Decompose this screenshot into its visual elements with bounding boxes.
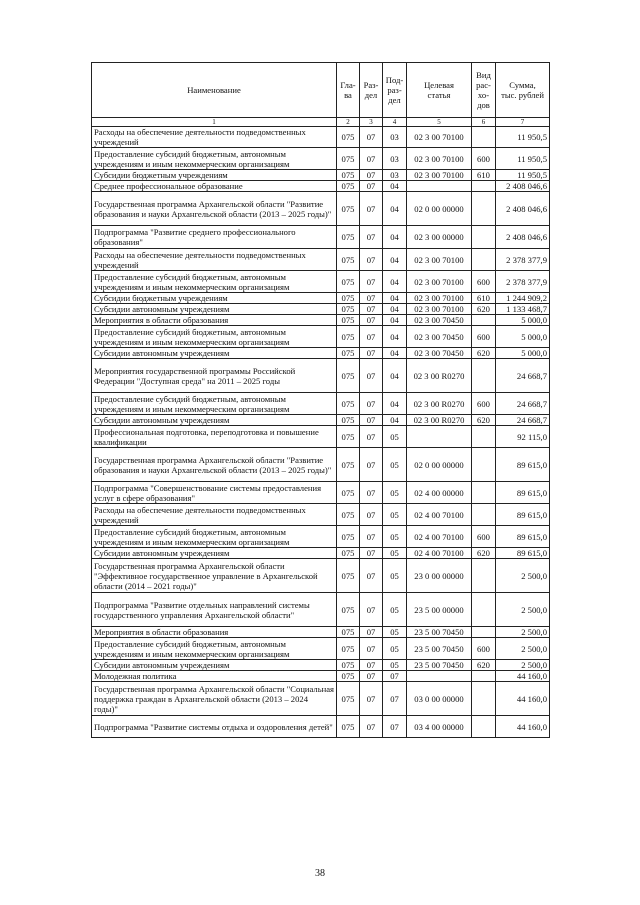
row-podrazdel: 03 — [383, 127, 407, 148]
row-sum: 44 160,0 — [496, 671, 550, 682]
row-vid — [472, 249, 496, 271]
row-target — [407, 426, 472, 448]
row-podrazdel: 04 — [383, 181, 407, 192]
table-row — [92, 304, 550, 315]
row-name: Предоставление субсидий бюджетным, автономным учреждениям и иным некоммерческим организациям — [92, 271, 337, 293]
row-name: Государственная программа Архангельской области "Развитие образования и науки Архангельской области (2013 – 2025 годы)" — [92, 448, 337, 482]
row-razdel: 07 — [360, 326, 383, 348]
header-target: Целевая статья — [407, 63, 472, 118]
row-vid: 600 — [472, 393, 496, 415]
table-row — [92, 170, 550, 181]
row-name: Субсидии автономным учреждениям — [92, 548, 337, 559]
row-sum: 24 668,7 — [496, 359, 550, 393]
row-razdel: 07 — [360, 482, 383, 504]
row-sum: 44 160,0 — [496, 716, 550, 738]
table-row — [92, 504, 550, 526]
row-vid: 600 — [472, 148, 496, 170]
table-row — [92, 526, 550, 548]
row-glava: 075 — [337, 315, 360, 326]
row-podrazdel: 05 — [383, 559, 407, 593]
table-row — [92, 181, 550, 192]
row-sum: 11 950,5 — [496, 170, 550, 181]
row-name: Молодежная политика — [92, 671, 337, 682]
row-glava: 075 — [337, 671, 360, 682]
table-row — [92, 226, 550, 249]
row-glava: 075 — [337, 627, 360, 638]
row-podrazdel: 04 — [383, 393, 407, 415]
column-number: 1 — [92, 118, 337, 127]
row-podrazdel: 04 — [383, 249, 407, 271]
row-vid — [472, 682, 496, 716]
row-sum: 92 115,0 — [496, 426, 550, 448]
row-sum: 24 668,7 — [496, 415, 550, 426]
table-row — [92, 359, 550, 393]
row-target: 02 3 00 70100 — [407, 304, 472, 315]
table-row — [92, 448, 550, 482]
row-name: Мероприятия в области образования — [92, 315, 337, 326]
table-row — [92, 293, 550, 304]
row-podrazdel: 05 — [383, 548, 407, 559]
table-row — [92, 348, 550, 359]
row-podrazdel: 04 — [383, 293, 407, 304]
row-razdel: 07 — [360, 192, 383, 226]
row-razdel: 07 — [360, 448, 383, 482]
row-target: 23 5 00 70450 — [407, 627, 472, 638]
row-sum: 2 408 046,6 — [496, 192, 550, 226]
header-sum: Сумма, тыс. рублей — [496, 63, 550, 118]
row-glava: 075 — [337, 293, 360, 304]
row-sum: 89 615,0 — [496, 526, 550, 548]
row-vid — [472, 593, 496, 627]
row-razdel: 07 — [360, 293, 383, 304]
header-name: Наименование — [92, 63, 337, 118]
row-razdel: 07 — [360, 682, 383, 716]
table-row — [92, 249, 550, 271]
row-glava: 075 — [337, 526, 360, 548]
table-row — [92, 426, 550, 448]
row-glava: 075 — [337, 682, 360, 716]
row-sum: 89 615,0 — [496, 482, 550, 504]
row-glava: 075 — [337, 448, 360, 482]
row-podrazdel: 03 — [383, 170, 407, 181]
row-name: Расходы на обеспечение деятельности подведомственных учреждений — [92, 504, 337, 526]
table-row — [92, 548, 550, 559]
row-target: 02 4 00 70100 — [407, 548, 472, 559]
row-sum: 2 500,0 — [496, 593, 550, 627]
row-glava: 075 — [337, 393, 360, 415]
row-sum: 1 244 909,2 — [496, 293, 550, 304]
row-name: Государственная программа Архангельской области "Развитие образования и науки Архангельской области (2013 – 2025 годы)" — [92, 192, 337, 226]
row-glava: 075 — [337, 192, 360, 226]
column-number: 4 — [383, 118, 407, 127]
row-sum: 2 500,0 — [496, 627, 550, 638]
row-glava: 075 — [337, 249, 360, 271]
row-razdel: 07 — [360, 359, 383, 393]
row-sum: 24 668,7 — [496, 393, 550, 415]
row-glava: 075 — [337, 127, 360, 148]
row-sum: 2 500,0 — [496, 638, 550, 660]
row-razdel: 07 — [360, 627, 383, 638]
row-sum: 2 500,0 — [496, 660, 550, 671]
table-row — [92, 326, 550, 348]
table-header-row — [92, 63, 550, 118]
row-vid — [472, 226, 496, 249]
row-target: 03 4 00 00000 — [407, 716, 472, 738]
row-target: 03 0 00 00000 — [407, 682, 472, 716]
table-row — [92, 415, 550, 426]
row-vid — [472, 716, 496, 738]
header-razdel: Раз- дел — [360, 63, 383, 118]
row-name: Предоставление субсидий бюджетным, автономным учреждениям и иным некоммерческим организациям — [92, 148, 337, 170]
row-sum: 89 615,0 — [496, 504, 550, 526]
row-podrazdel: 07 — [383, 671, 407, 682]
row-sum: 5 000,0 — [496, 348, 550, 359]
table-row — [92, 716, 550, 738]
row-podrazdel: 04 — [383, 348, 407, 359]
row-podrazdel: 03 — [383, 148, 407, 170]
row-name: Субсидии автономным учреждениям — [92, 304, 337, 315]
row-name: Подпрограмма "Совершенствование системы предоставления услуг в сфере образования" — [92, 482, 337, 504]
header-glava: Гла- ва — [337, 63, 360, 118]
row-podrazdel: 04 — [383, 226, 407, 249]
row-target: 02 0 00 00000 — [407, 192, 472, 226]
table-row — [92, 315, 550, 326]
row-glava: 075 — [337, 716, 360, 738]
row-glava: 075 — [337, 504, 360, 526]
row-glava: 075 — [337, 593, 360, 627]
row-target: 23 5 00 00000 — [407, 593, 472, 627]
row-glava: 075 — [337, 426, 360, 448]
row-sum: 89 615,0 — [496, 548, 550, 559]
row-target: 02 3 00 70100 — [407, 148, 472, 170]
row-sum: 1 133 468,7 — [496, 304, 550, 315]
budget-table — [91, 62, 550, 738]
row-name: Предоставление субсидий бюджетным, автономным учреждениям и иным некоммерческим организациям — [92, 326, 337, 348]
row-name: Субсидии бюджетным учреждениям — [92, 170, 337, 181]
row-name: Профессиональная подготовка, переподготовка и повышение квалификации — [92, 426, 337, 448]
column-number-row — [92, 118, 550, 127]
header-vid: Вид рас- хо- дов — [472, 63, 496, 118]
row-glava: 075 — [337, 660, 360, 671]
row-target: 02 0 00 00000 — [407, 448, 472, 482]
row-razdel: 07 — [360, 660, 383, 671]
row-podrazdel: 04 — [383, 315, 407, 326]
row-razdel: 07 — [360, 426, 383, 448]
row-glava: 075 — [337, 559, 360, 593]
row-razdel: 07 — [360, 181, 383, 192]
row-glava: 075 — [337, 359, 360, 393]
row-razdel: 07 — [360, 638, 383, 660]
row-vid — [472, 192, 496, 226]
row-sum: 2 378 377,9 — [496, 249, 550, 271]
row-vid: 600 — [472, 271, 496, 293]
row-target: 02 3 00 70100 — [407, 293, 472, 304]
row-name: Субсидии автономным учреждениям — [92, 660, 337, 671]
row-razdel: 07 — [360, 127, 383, 148]
row-razdel: 07 — [360, 504, 383, 526]
row-podrazdel: 05 — [383, 627, 407, 638]
row-target: 02 3 00 70450 — [407, 348, 472, 359]
row-glava: 075 — [337, 304, 360, 315]
table-row — [92, 192, 550, 226]
row-vid: 610 — [472, 293, 496, 304]
table-row — [92, 559, 550, 593]
row-vid — [472, 627, 496, 638]
row-razdel: 07 — [360, 226, 383, 249]
row-name: Среднее профессиональное образование — [92, 181, 337, 192]
table-row — [92, 593, 550, 627]
row-vid: 620 — [472, 548, 496, 559]
row-vid: 600 — [472, 326, 496, 348]
row-podrazdel: 04 — [383, 304, 407, 315]
row-vid — [472, 127, 496, 148]
row-podrazdel: 05 — [383, 660, 407, 671]
row-podrazdel: 04 — [383, 359, 407, 393]
row-razdel: 07 — [360, 271, 383, 293]
row-sum: 11 950,5 — [496, 148, 550, 170]
row-razdel: 07 — [360, 671, 383, 682]
row-podrazdel: 05 — [383, 448, 407, 482]
row-razdel: 07 — [360, 315, 383, 326]
row-sum: 2 500,0 — [496, 559, 550, 593]
row-vid — [472, 559, 496, 593]
column-number: 5 — [407, 118, 472, 127]
row-glava: 075 — [337, 482, 360, 504]
row-podrazdel: 07 — [383, 682, 407, 716]
row-razdel: 07 — [360, 249, 383, 271]
row-razdel: 07 — [360, 526, 383, 548]
column-number: 2 — [337, 118, 360, 127]
row-podrazdel: 04 — [383, 271, 407, 293]
row-glava: 075 — [337, 348, 360, 359]
row-vid: 620 — [472, 660, 496, 671]
row-name: Субсидии автономным учреждениям — [92, 415, 337, 426]
row-glava: 075 — [337, 638, 360, 660]
row-razdel: 07 — [360, 593, 383, 627]
row-vid — [472, 315, 496, 326]
row-sum: 2 378 377,9 — [496, 271, 550, 293]
table-row — [92, 148, 550, 170]
row-target: 02 3 00 70100 — [407, 170, 472, 181]
row-name: Субсидии автономным учреждениям — [92, 348, 337, 359]
row-name: Подпрограмма "Развитие отдельных направлений системы государственного управления Архангельской области" — [92, 593, 337, 627]
row-target: 02 3 00 R0270 — [407, 359, 472, 393]
row-sum: 5 000,0 — [496, 315, 550, 326]
table-row — [92, 393, 550, 415]
row-podrazdel: 04 — [383, 192, 407, 226]
row-target: 02 4 00 70100 — [407, 504, 472, 526]
header-podrazdel: Под- раз- дел — [383, 63, 407, 118]
row-glava: 075 — [337, 226, 360, 249]
row-vid — [472, 482, 496, 504]
row-name: Предоставление субсидий бюджетным, автономным учреждениям и иным некоммерческим организациям — [92, 393, 337, 415]
row-name: Предоставление субсидий бюджетным, автономным учреждениям и иным некоммерческим организациям — [92, 638, 337, 660]
row-glava: 075 — [337, 415, 360, 426]
row-razdel: 07 — [360, 415, 383, 426]
row-vid — [472, 671, 496, 682]
row-vid: 620 — [472, 304, 496, 315]
table-row — [92, 671, 550, 682]
row-glava: 075 — [337, 170, 360, 181]
column-number: 6 — [472, 118, 496, 127]
row-vid — [472, 359, 496, 393]
row-vid — [472, 426, 496, 448]
row-target: 23 5 00 70450 — [407, 638, 472, 660]
column-number: 3 — [360, 118, 383, 127]
page-number: 38 — [315, 868, 325, 879]
row-target: 02 3 00 R0270 — [407, 393, 472, 415]
row-sum: 89 615,0 — [496, 448, 550, 482]
table-row — [92, 127, 550, 148]
row-name: Государственная программа Архангельской области "Эффективное государственное управление в Архангельской области (2014 – 2021 годы)" — [92, 559, 337, 593]
row-podrazdel: 05 — [383, 482, 407, 504]
row-razdel: 07 — [360, 148, 383, 170]
row-glava: 075 — [337, 181, 360, 192]
row-vid: 620 — [472, 348, 496, 359]
table-body — [92, 127, 550, 738]
row-name: Предоставление субсидий бюджетным, автономным учреждениям и иным некоммерческим организациям — [92, 526, 337, 548]
row-sum: 11 950,5 — [496, 127, 550, 148]
row-name: Подпрограмма "Развитие системы отдыха и оздоровления детей" — [92, 716, 337, 738]
table-row — [92, 271, 550, 293]
row-vid: 610 — [472, 170, 496, 181]
row-target: 02 3 00 70450 — [407, 326, 472, 348]
row-razdel: 07 — [360, 716, 383, 738]
row-podrazdel: 04 — [383, 326, 407, 348]
row-glava: 075 — [337, 326, 360, 348]
row-razdel: 07 — [360, 548, 383, 559]
row-vid — [472, 448, 496, 482]
row-target — [407, 181, 472, 192]
row-podrazdel: 04 — [383, 415, 407, 426]
row-target: 23 5 00 70450 — [407, 660, 472, 671]
row-target: 23 0 00 00000 — [407, 559, 472, 593]
row-vid — [472, 504, 496, 526]
row-target: 02 3 00 R0270 — [407, 415, 472, 426]
row-glava: 075 — [337, 148, 360, 170]
row-razdel: 07 — [360, 304, 383, 315]
table-row — [92, 638, 550, 660]
row-razdel: 07 — [360, 170, 383, 181]
table-row — [92, 682, 550, 716]
row-podrazdel: 05 — [383, 593, 407, 627]
row-podrazdel: 05 — [383, 504, 407, 526]
row-target: 02 3 00 70100 — [407, 271, 472, 293]
row-target — [407, 671, 472, 682]
row-podrazdel: 05 — [383, 426, 407, 448]
row-sum: 2 408 046,6 — [496, 181, 550, 192]
row-razdel: 07 — [360, 393, 383, 415]
row-razdel: 07 — [360, 559, 383, 593]
row-sum: 2 408 046,6 — [496, 226, 550, 249]
row-vid: 620 — [472, 415, 496, 426]
table-row — [92, 660, 550, 671]
row-target: 02 4 00 00000 — [407, 482, 472, 504]
row-podrazdel: 07 — [383, 716, 407, 738]
row-podrazdel: 05 — [383, 526, 407, 548]
row-name: Мероприятия в области образования — [92, 627, 337, 638]
row-target: 02 3 00 70100 — [407, 127, 472, 148]
row-vid: 600 — [472, 638, 496, 660]
row-glava: 075 — [337, 271, 360, 293]
row-target: 02 3 00 70450 — [407, 315, 472, 326]
row-name: Расходы на обеспечение деятельности подведомственных учреждений — [92, 249, 337, 271]
row-razdel: 07 — [360, 348, 383, 359]
row-name: Мероприятия государственной программы Российской Федерации "Доступная среда" на 2011 – 2025 годы — [92, 359, 337, 393]
table-row — [92, 627, 550, 638]
row-name: Расходы на обеспечение деятельности подведомственных учреждений — [92, 127, 337, 148]
column-number: 7 — [496, 118, 550, 127]
row-vid: 600 — [472, 526, 496, 548]
row-name: Подпрограмма "Развитие среднего профессионального образования" — [92, 226, 337, 249]
row-podrazdel: 05 — [383, 638, 407, 660]
row-sum: 44 160,0 — [496, 682, 550, 716]
row-vid — [472, 181, 496, 192]
row-target: 02 3 00 00000 — [407, 226, 472, 249]
row-name: Субсидии бюджетным учреждениям — [92, 293, 337, 304]
row-sum: 5 000,0 — [496, 326, 550, 348]
row-name: Государственная программа Архангельской области "Социальная поддержка граждан в Архангельской области (2013 – 2024 годы)" — [92, 682, 337, 716]
row-glava: 075 — [337, 548, 360, 559]
row-target: 02 4 00 70100 — [407, 526, 472, 548]
table-row — [92, 482, 550, 504]
row-target: 02 3 00 70100 — [407, 249, 472, 271]
